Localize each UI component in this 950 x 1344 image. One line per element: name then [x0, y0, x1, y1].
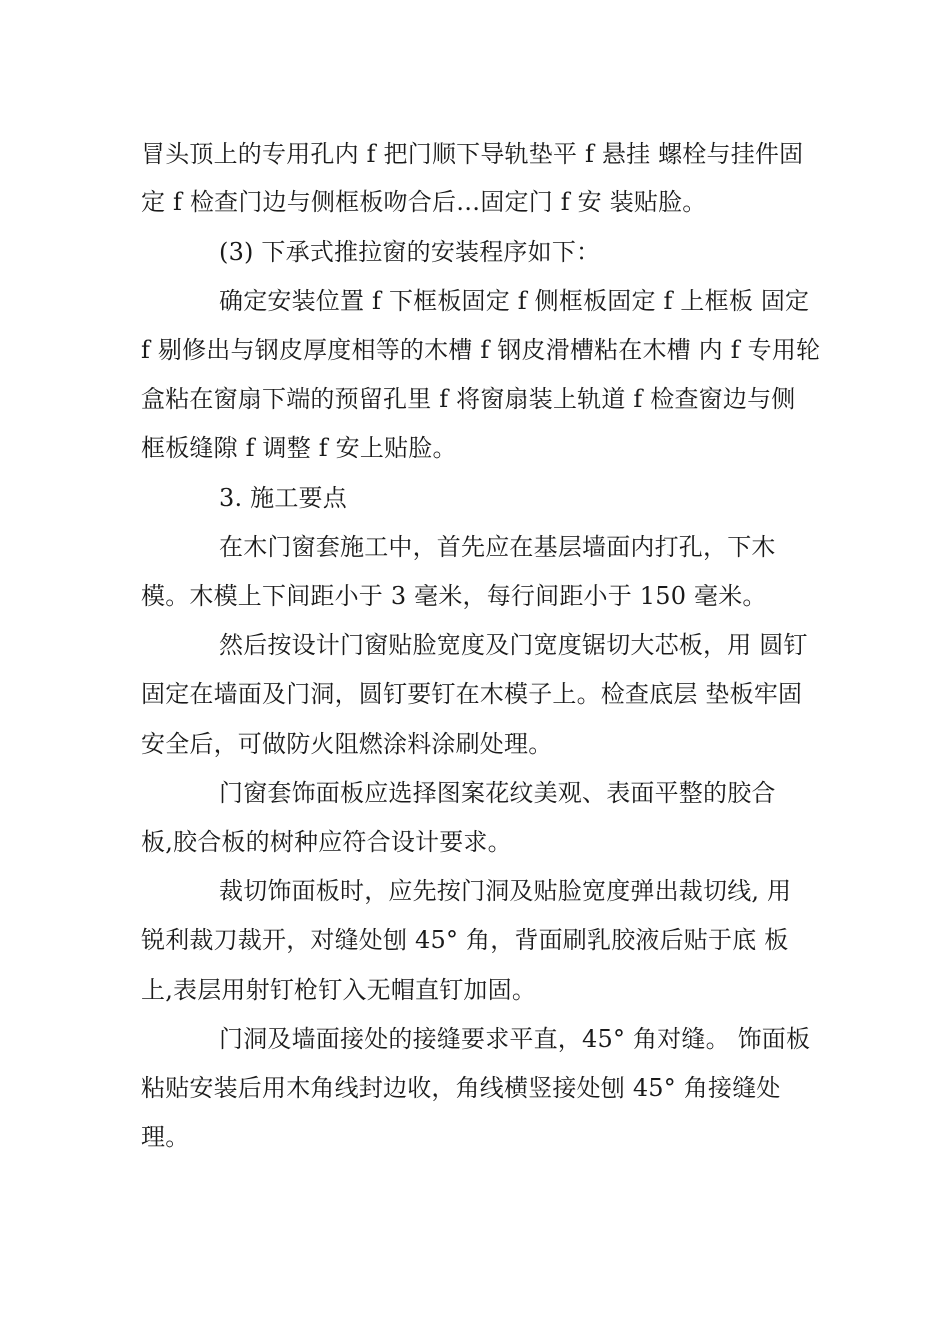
- body-line-11: 然后按设计门窗贴脸宽度及门宽度锯切大芯板，用 圆钉: [219, 631, 808, 659]
- body-line-16: 裁切饰面板时，应先按门洞及贴脸宽度弹出裁切线, 用: [219, 877, 792, 905]
- body-line-4: 确定安装位置 f 下框板固定 f 侧框板固定 f 上框板 固定: [219, 287, 810, 315]
- body-line-1: 冒头顶上的专用孔内 f 把门顺下导轨垫平 f 悬挂 螺栓与挂件固: [141, 140, 804, 168]
- subsection-heading-3: (3) 下承式推拉窗的安装程序如下：: [219, 238, 601, 266]
- body-line-10: 模。木模上下间距小于 3 毫米，每行间距小于 150 毫米。: [141, 582, 767, 610]
- body-line-17: 锐利裁刀裁开，对缝处刨 45° 角，背面刷乳胶液后贴于底 板: [141, 926, 789, 954]
- body-line-21: 理。: [141, 1123, 190, 1151]
- body-line-2: 定 f 检查门边与侧框板吻合后…固定门 f 安 装贴脸。: [141, 188, 707, 216]
- body-line-9: 在木门窗套施工中，首先应在基层墙面内打孔，下木: [219, 533, 776, 561]
- body-line-5: f 剔修出与钢皮厚度相等的木槽 f 钢皮滑槽粘在木槽 内 f 专用轮: [141, 336, 821, 364]
- body-line-7: 框板缝隙 f 调整 f 安上贴脸。: [141, 434, 457, 462]
- body-line-6: 盒粘在窗扇下端的预留孔里 f 将窗扇装上轨道 f 检查窗边与侧: [141, 385, 796, 413]
- body-line-20: 粘贴安装后用木角线封边收，角线横竖接处刨 45° 角接缝处: [141, 1074, 781, 1102]
- body-line-19: 门洞及墙面接处的接缝要求平直，45° 角对缝。 饰面板: [219, 1025, 811, 1053]
- body-line-12: 固定在墙面及门洞，圆钉要钉在木模子上。检查底层 垫板牢固: [141, 680, 803, 708]
- section-heading-construction-points: 3. 施工要点: [219, 484, 347, 512]
- body-line-13: 安全后，可做防火阻燃涂料涂刷处理。: [141, 730, 553, 758]
- body-line-18: 上,表层用射钉枪钉入无帽直钉加固。: [141, 976, 537, 1004]
- body-line-15: 板,胶合板的树种应符合设计要求。: [141, 828, 512, 856]
- body-line-14: 门窗套饰面板应选择图案花纹美观、表面平整的胶合: [219, 779, 776, 807]
